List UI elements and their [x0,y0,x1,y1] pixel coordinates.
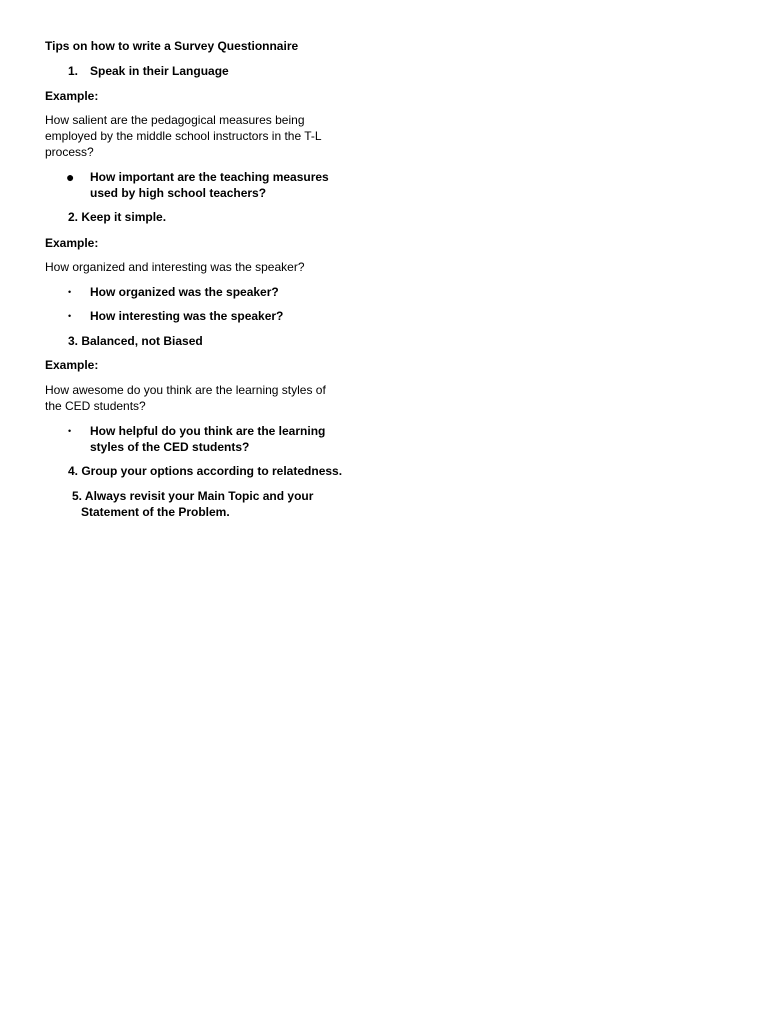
tip-5-line-2: Statement of the Problem. [81,505,230,519]
example-2-bullet-1: How organized was the speaker? [90,285,279,299]
tip-5-line-1: 5. Always revisit your Main Topic and your [72,489,314,503]
example-3-question-line-2: the CED students? [45,399,146,413]
example-2-bullet-2: How interesting was the speaker? [90,309,284,323]
example-3-bullet-line-1: How helpful do you think are the learning [90,424,326,438]
bullet-icon: • [68,311,72,321]
bullet-icon: • [68,287,72,297]
tip-1-label: Speak in their Language [90,64,229,78]
example-1-question-line-2: employed by the middle school instructors in the T-L [45,129,322,143]
tip-3-label: 3. Balanced, not Biased [68,334,203,348]
example-3-heading: Example: [45,358,99,372]
example-3-bullet-line-2: styles of the CED students? [90,440,250,454]
example-2-question: How organized and interesting was the speaker? [45,260,305,274]
example-2-heading: Example: [45,236,99,250]
tip-4-label: 4. Group your options according to relatedness. [68,464,343,478]
example-1-question-line-3: process? [45,145,94,159]
document-title: Tips on how to write a Survey Questionnaire [45,39,299,53]
bullet-icon: • [68,426,72,436]
example-1-bullet-line-1: How important are the teaching measures [90,170,329,184]
example-1-bullet-line-2: used by high school teachers? [90,186,267,200]
example-1-question-line-1: How salient are the pedagogical measures being [45,113,305,127]
example-1-heading: Example: [45,89,99,103]
bullet-icon: ● [66,169,75,185]
example-3-question-line-1: How awesome do you think are the learning styles of [45,383,326,397]
tip-2-label: 2. Keep it simple. [68,210,167,224]
tip-1-number: 1. [68,64,79,78]
